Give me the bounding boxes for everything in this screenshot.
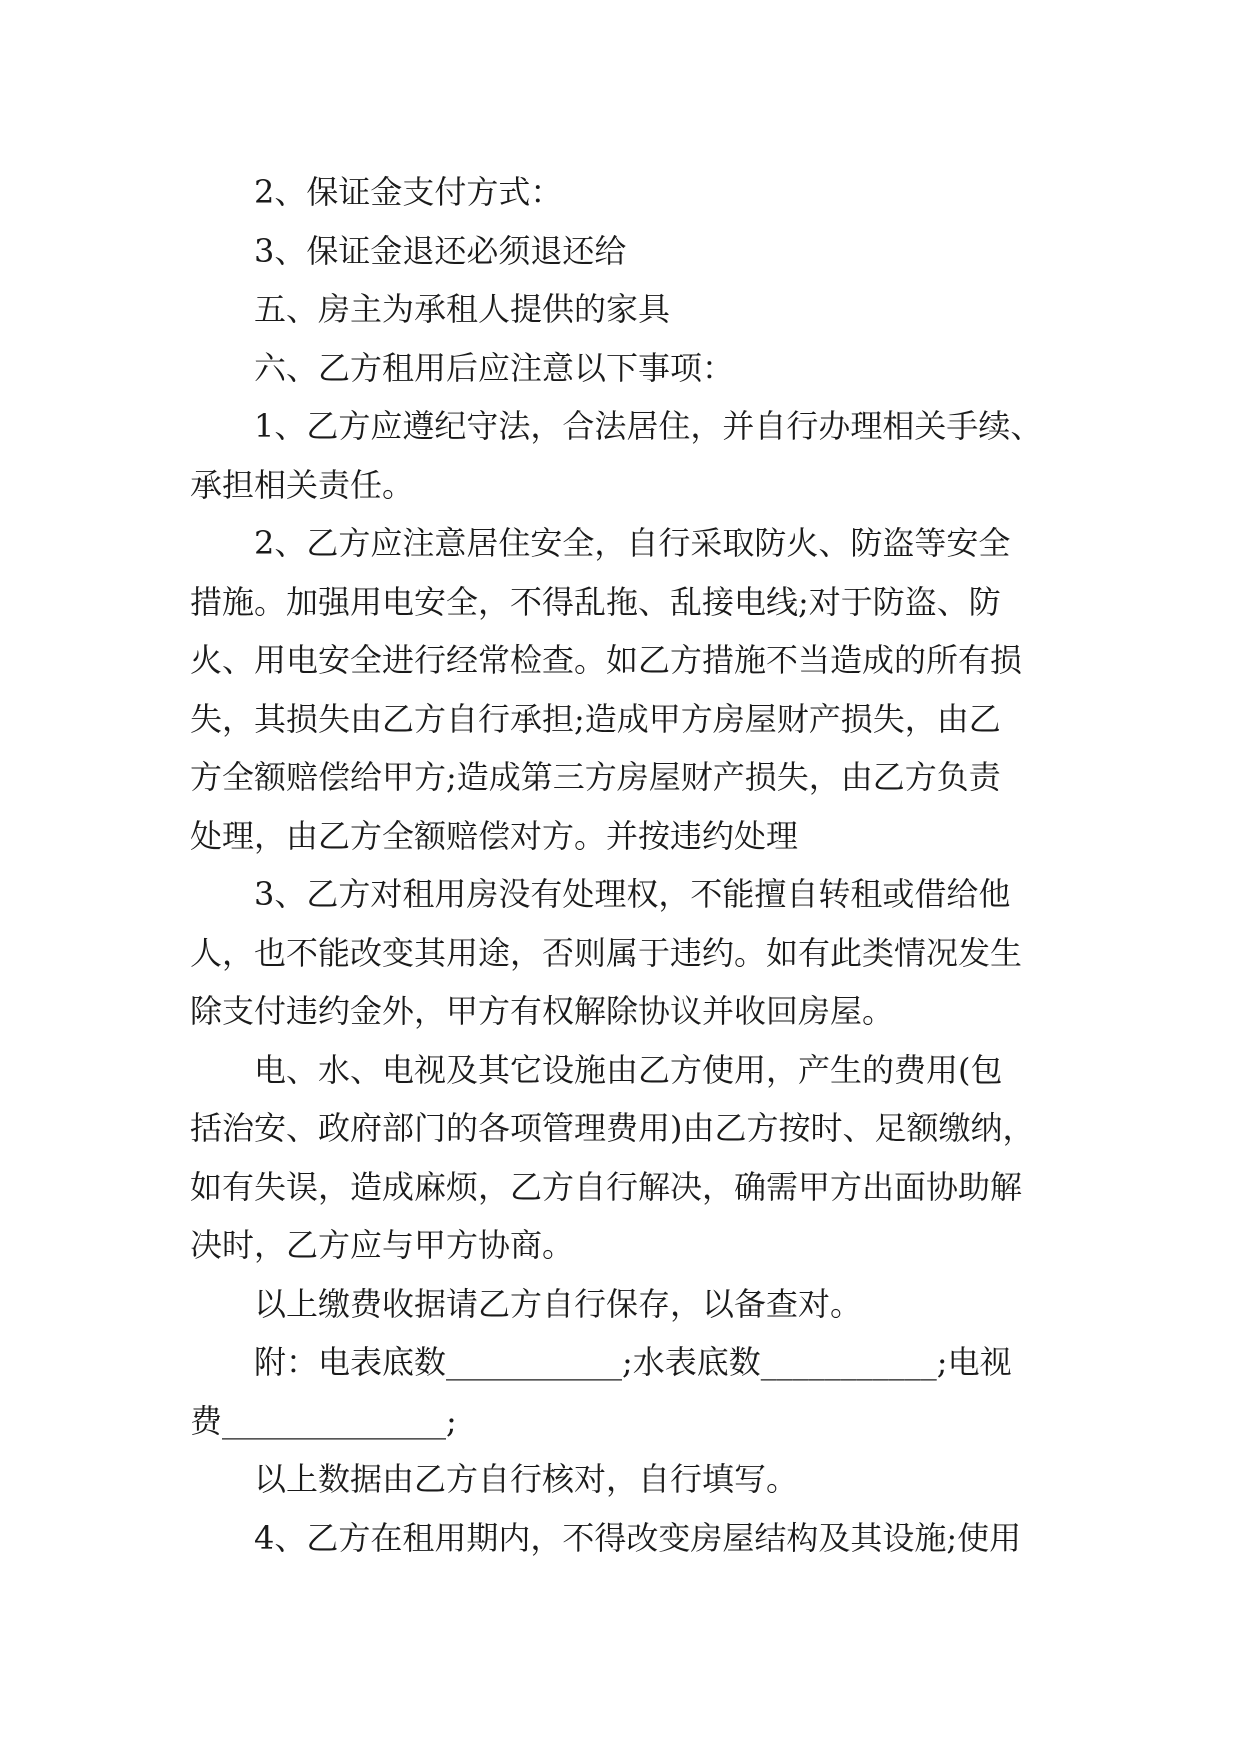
text-line: 4、乙方在租用期内，不得改变房屋结构及其设施;使用 xyxy=(254,1518,1022,1557)
text-line: 如有失误，造成麻烦，乙方自行解决，确需甲方出面协助解 xyxy=(190,1167,1023,1206)
text-line: 火、用电安全进行经常检查。如乙方措施不当造成的所有损 xyxy=(190,641,1023,679)
text-line: 以上数据由乙方自行核对，自行填写。 xyxy=(254,1460,799,1498)
text-line: 措施。加强用电安全，不得乱拖、乱接电线;对于防盗、防 xyxy=(190,582,1001,621)
text-line: 1、乙方应遵纪守法，合法居住，并自行办理相关手续、 xyxy=(254,407,1043,445)
document-body xyxy=(190,163,1060,1567)
text-line: 附：电表底数___________;水表底数___________;电视 xyxy=(254,1343,1012,1381)
text-line: 括治安、政府部门的各项管理费用)由乙方按时、足额缴纳， xyxy=(190,1109,1035,1147)
text-line: 方全额赔偿给甲方;造成第三方房屋财产损失，由乙方负责 xyxy=(190,758,1001,796)
text-line: 2、保证金支付方式： xyxy=(254,173,563,211)
text-line: 3、乙方对租用房没有处理权，不能擅自转租或借给他 xyxy=(254,875,1011,913)
text-line: 3、保证金退还必须退还给 xyxy=(254,231,627,270)
text-line: 决时，乙方应与甲方协商。 xyxy=(190,1226,575,1264)
text-line: 人，也不能改变其用途，否则属于违约。如有此类情况发生 xyxy=(190,933,1023,972)
text-line: 六、乙方租用后应注意以下事项： xyxy=(254,348,735,387)
text-line: 除支付违约金外，甲方有权解除协议并收回房屋。 xyxy=(190,992,895,1030)
text-line: 电、水、电视及其它设施由乙方使用，产生的费用(包 xyxy=(254,1050,1003,1089)
text-line: 费______________; xyxy=(190,1401,457,1440)
text-line: 以上缴费收据请乙方自行保存，以备查对。 xyxy=(254,1284,863,1323)
text-line: 2、乙方应注意居住安全，自行采取防火、防盗等安全 xyxy=(254,524,1011,562)
text-line: 失，其损失由乙方自行承担;造成甲方房屋财产损失，由乙 xyxy=(190,699,1001,738)
text-line: 承担相关责任。 xyxy=(190,465,415,504)
text-line: 五、房主为承租人提供的家具 xyxy=(254,290,671,328)
text-line: 处理，由乙方全额赔偿对方。并按违约处理 xyxy=(190,816,799,855)
